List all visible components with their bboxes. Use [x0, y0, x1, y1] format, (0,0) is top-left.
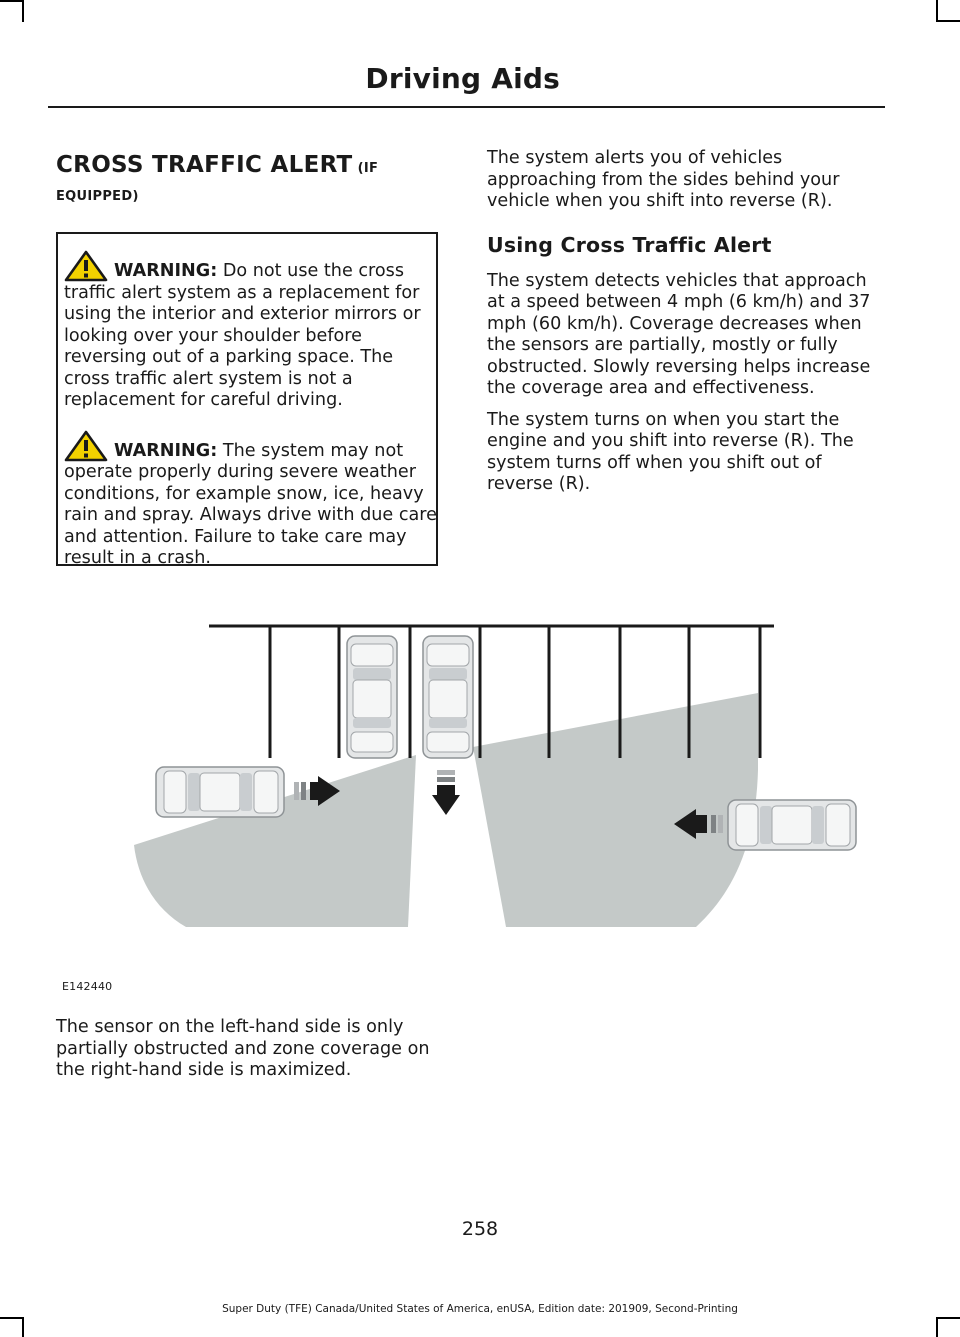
approaching-car-left	[156, 767, 284, 817]
section-title	[56, 148, 446, 207]
right-coverage-zone	[473, 693, 758, 927]
warning-box	[56, 232, 438, 566]
diagram-svg	[56, 610, 886, 1000]
section-title-suffix: (IF EQUIPPED)	[56, 161, 379, 204]
page-footer: Super Duty (TFE) Canada/United States of America, enUSA, Edition date: 201909, Second-Printing	[222, 1303, 738, 1315]
crop-mark	[936, 0, 938, 22]
warning-paragraph	[64, 250, 440, 412]
warning-label: WARNING:	[114, 261, 218, 281]
page-header-title: Driving Aids	[365, 62, 560, 95]
crop-mark	[938, 20, 960, 22]
crop-mark	[0, 0, 22, 2]
body-paragraph: The system turns on when you start the engine and you shift into reverse (R). The system turns off when you shift out of reverse (R).	[487, 409, 854, 494]
cross-traffic-diagram	[56, 610, 886, 1000]
arrow-down-icon	[432, 770, 460, 815]
section-title-text: CROSS TRAFFIC ALERT	[56, 152, 353, 178]
parked-car	[347, 636, 397, 758]
reversing-car	[423, 636, 473, 758]
crop-mark	[22, 0, 24, 22]
warning-triangle-icon	[64, 430, 108, 462]
crop-mark	[938, 1317, 960, 1319]
crop-mark	[936, 1317, 938, 1337]
page-number: 258	[461, 1218, 499, 1240]
warning-label: WARNING:	[114, 440, 218, 461]
warning-text: Do not use the cross traffic alert system as a replacement for using the interior and exterior mirrors or looking over your shoulder before reversing out of a parking space. The cross traffic alert system is not a replacement for careful driving.	[64, 261, 421, 410]
approaching-car-right	[728, 800, 856, 850]
crop-mark	[22, 1317, 24, 1337]
body-paragraph: The system detects vehicles that approach at a speed between 4 mph (6 km/h) and 37 mph (60 km/h). Coverage decreases when the sensors are partially, mostly or fully obstructed. Slowly reversing helps increase the coverage area and effectiveness.	[487, 270, 871, 398]
figure-caption: The sensor on the left-hand side is only partially obstructed and zone coverage on the right-hand side is maximized.	[56, 1017, 430, 1080]
warning-paragraph	[64, 430, 440, 570]
header-rule	[48, 106, 885, 108]
subheading: Using Cross Traffic Alert	[487, 232, 772, 257]
warning-triangle-icon	[64, 250, 108, 282]
intro-paragraph: The system alerts you of vehicles approaching from the sides behind your vehicle when you shift into reverse (R).	[487, 148, 840, 211]
warning-text: The system may not operate properly during severe weather conditions, for example snow, ice, heavy rain and spray. Always drive with due care and attention. Failure to take care may result in a crash.	[64, 440, 437, 568]
crop-mark	[0, 1317, 22, 1319]
right-column	[487, 148, 879, 506]
figure-code: E142440	[62, 980, 113, 993]
